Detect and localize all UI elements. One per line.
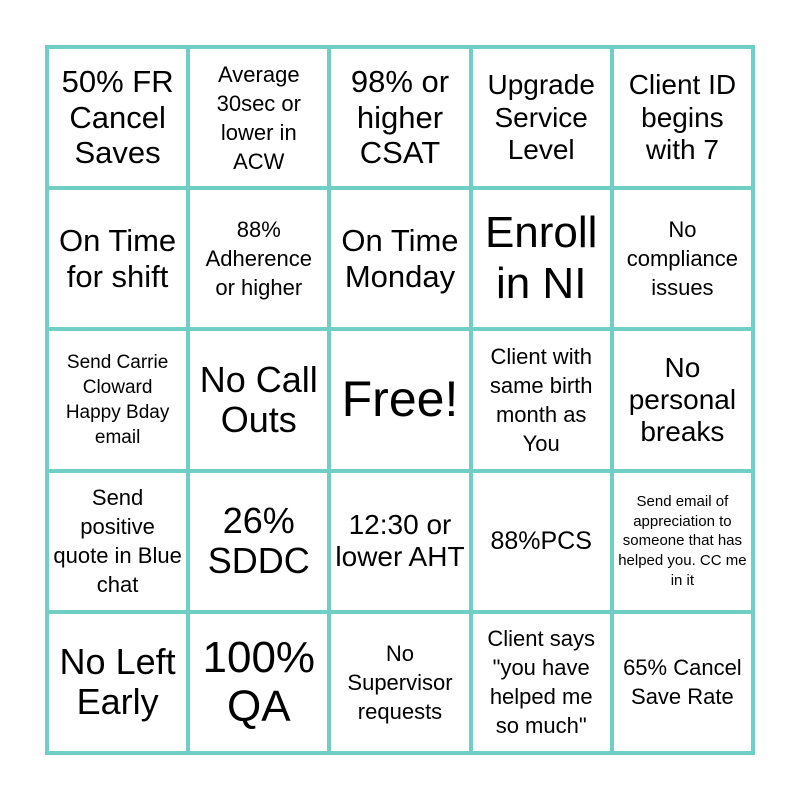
bingo-cell-text: Free! <box>341 371 459 428</box>
bingo-cell-4-5[interactable] <box>614 473 751 610</box>
bingo-cell-text: Client with same birth month as You <box>489 343 593 457</box>
bingo-cell-text: 50% FR Cancel Saves <box>61 64 174 171</box>
bingo-cell-text: 100% QA <box>202 633 316 732</box>
bingo-cell-2-2[interactable] <box>190 190 327 327</box>
bingo-board <box>45 45 755 755</box>
bingo-cell-text: 26% SDDC <box>207 499 310 582</box>
bingo-cell-text: 65% Cancel Save Rate <box>623 655 742 710</box>
bingo-cell-1-4[interactable] <box>473 49 610 186</box>
bingo-cell-text: No Left Early <box>59 641 176 723</box>
bingo-cell-text: No Supervisor requests <box>347 640 453 724</box>
bingo-cell-text: On Time for shift <box>59 223 177 294</box>
bingo-cell-text: No compliance issues <box>626 217 739 301</box>
bingo-cell-5-5[interactable] <box>614 614 751 751</box>
bingo-cell-text: 88% Adherence or higher <box>205 217 312 301</box>
bingo-cell-text: On Time Monday <box>341 223 459 294</box>
bingo-cell-3-4[interactable] <box>473 331 610 468</box>
bingo-cell-2-5[interactable] <box>614 190 751 327</box>
bingo-cell-text: Send positive quote in Blue chat <box>53 485 182 598</box>
bingo-cell-text: Client ID begins with 7 <box>628 69 737 165</box>
bingo-cell-text: Send email of appreciation to someone that has helped you. CC me in it <box>618 492 747 589</box>
bingo-cell-text: No Call Outs <box>199 358 318 440</box>
bingo-cell-5-1[interactable] <box>49 614 186 751</box>
bingo-cell-4-2[interactable] <box>190 473 327 610</box>
bingo-cell-4-3[interactable] <box>331 473 468 610</box>
bingo-cell-text: Send Carrie Cloward Happy Bday email <box>65 351 170 449</box>
bingo-cell-2-3[interactable] <box>331 190 468 327</box>
bingo-cell-5-4[interactable] <box>473 614 610 751</box>
bingo-cell-2-4[interactable] <box>473 190 610 327</box>
bingo-cell-2-1[interactable] <box>49 190 186 327</box>
bingo-cell-text: Enroll in NI <box>484 208 598 308</box>
bingo-cell-5-2[interactable] <box>190 614 327 751</box>
bingo-cell-4-1[interactable] <box>49 473 186 610</box>
bingo-cell-text: Client says "you have helped me so much" <box>487 626 595 739</box>
bingo-cell-3-2[interactable] <box>190 331 327 468</box>
bingo-cell-3-5[interactable] <box>614 331 751 468</box>
bingo-cell-text: 12:30 or lower AHT <box>335 509 465 573</box>
bingo-cell-1-5[interactable] <box>614 49 751 186</box>
bingo-cell-5-3[interactable] <box>331 614 468 751</box>
bingo-cell-3-3-free[interactable] <box>331 331 468 468</box>
bingo-cell-text: 88%PCS <box>490 526 592 555</box>
bingo-cell-1-2[interactable] <box>190 49 327 186</box>
bingo-cell-3-1[interactable] <box>49 331 186 468</box>
bingo-cell-text: 98% or higher CSAT <box>350 64 450 171</box>
bingo-cell-4-4[interactable] <box>473 473 610 610</box>
bingo-cell-text: Upgrade Service Level <box>487 69 595 165</box>
bingo-cell-1-3[interactable] <box>331 49 468 186</box>
bingo-cell-1-1[interactable] <box>49 49 186 186</box>
bingo-cell-text: No personal breaks <box>628 351 737 448</box>
bingo-cell-text: Average 30sec or lower in ACW <box>216 61 301 174</box>
